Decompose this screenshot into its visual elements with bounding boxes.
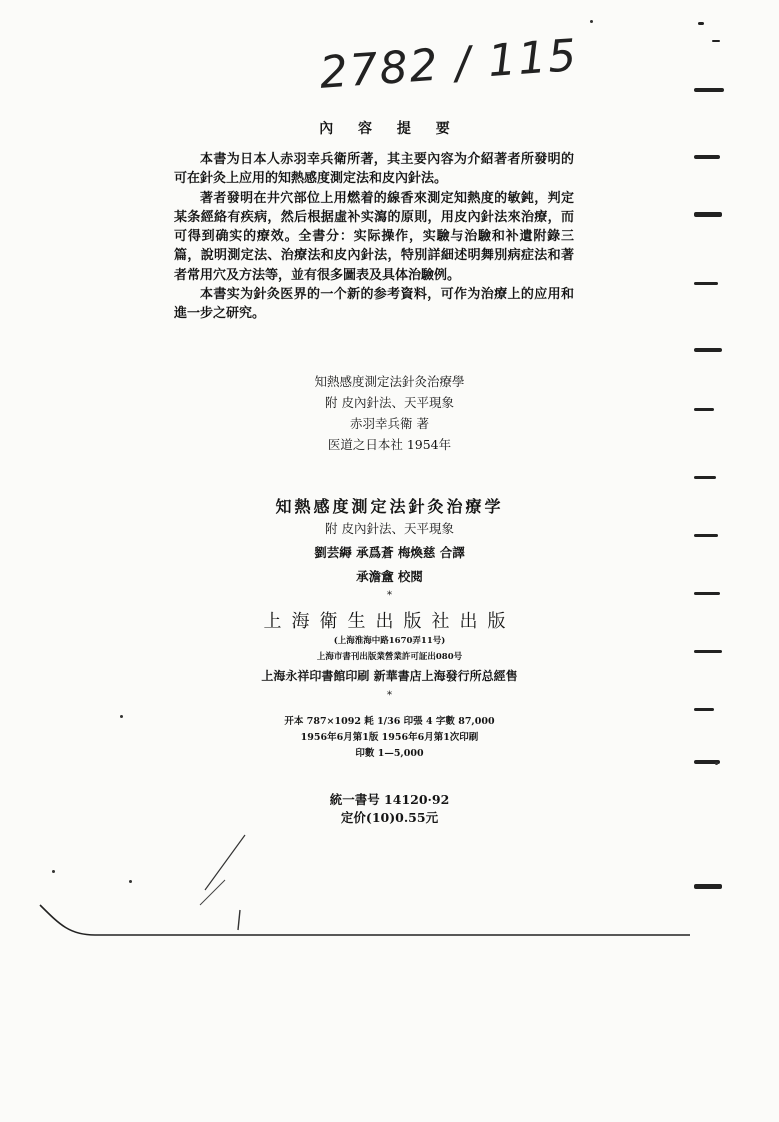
original-title: 知熱感度測定法針灸治療學 [314,374,465,389]
summary-paragraph-3: 本書实为針灸医界的一个新的参考資料，可作为治療上的应用和進一步之研究。 [174,287,574,322]
publishing-license: 上海市書刊出版業營業許可証出080号 [316,652,463,662]
specs-line-3: 印數 1—5,000 [355,748,424,759]
original-author: 赤羽幸兵衛 著 [350,416,429,431]
speck [52,870,55,873]
handwritten-note: 2782 / 115 [318,29,580,99]
speck [129,880,132,883]
specs-line-1: 开本 787×1092 耗 1/36 印張 4 字數 87,000 [284,716,495,727]
separator-star-1: * [387,590,392,601]
section-title: 內 容 提 要 [319,121,460,137]
original-publisher: 医道之日本社 1954年 [327,437,452,452]
speck [715,762,718,765]
reviewer: 承澹盦 校閱 [356,569,423,584]
speck [590,20,593,23]
speck [120,715,123,718]
translators: 劉芸縟 承爲蒼 梅煥慈 合譯 [314,545,465,560]
specs-line-2: 1956年6月第1版 1956年6月第1次印刷 [300,732,479,743]
original-subtitle: 附 皮內針法、天平現象 [325,395,454,410]
printer-distributor: 上海永祥印書館印刷 新華書店上海發行所总經售 [261,669,518,683]
summary-paragraph-1: 本書为日本人赤羽幸兵衛所著，其主要內容为介紹著者所發明的可在針灸上应用的知熱感度測定法和皮內針法。 [174,152,574,187]
summary-paragraph-2: 著者發明在井穴部位上用燃着的線香來測定知熱度的敏鈍，判定某条經絡有疾病，然后根据虛补实瀉的原則，用皮內針法來治療，而可得到确实的療效。全書分：实际操作，实驗与治驗和补遺附錄三篇，說明測定法、治療法和皮內針法，特別詳細述明舞別病症法和著者常用穴及方法等，並有很多圖表及具体治驗例。 [174,190,574,283]
translation-subtitle: 附 皮內針法、天平現象 [325,521,454,536]
price: 定价(10)0.55元 [340,810,439,825]
publisher-address: (上海淮海中路1670弄11号) [333,636,446,646]
translation-title: 知熱感度測定法針灸治療学 [275,497,504,516]
publisher-name: 上海衛生出版社出版 [263,611,516,632]
catalog-number: 統一書号 14120·92 [329,792,450,807]
separator-star-2: * [387,690,392,701]
